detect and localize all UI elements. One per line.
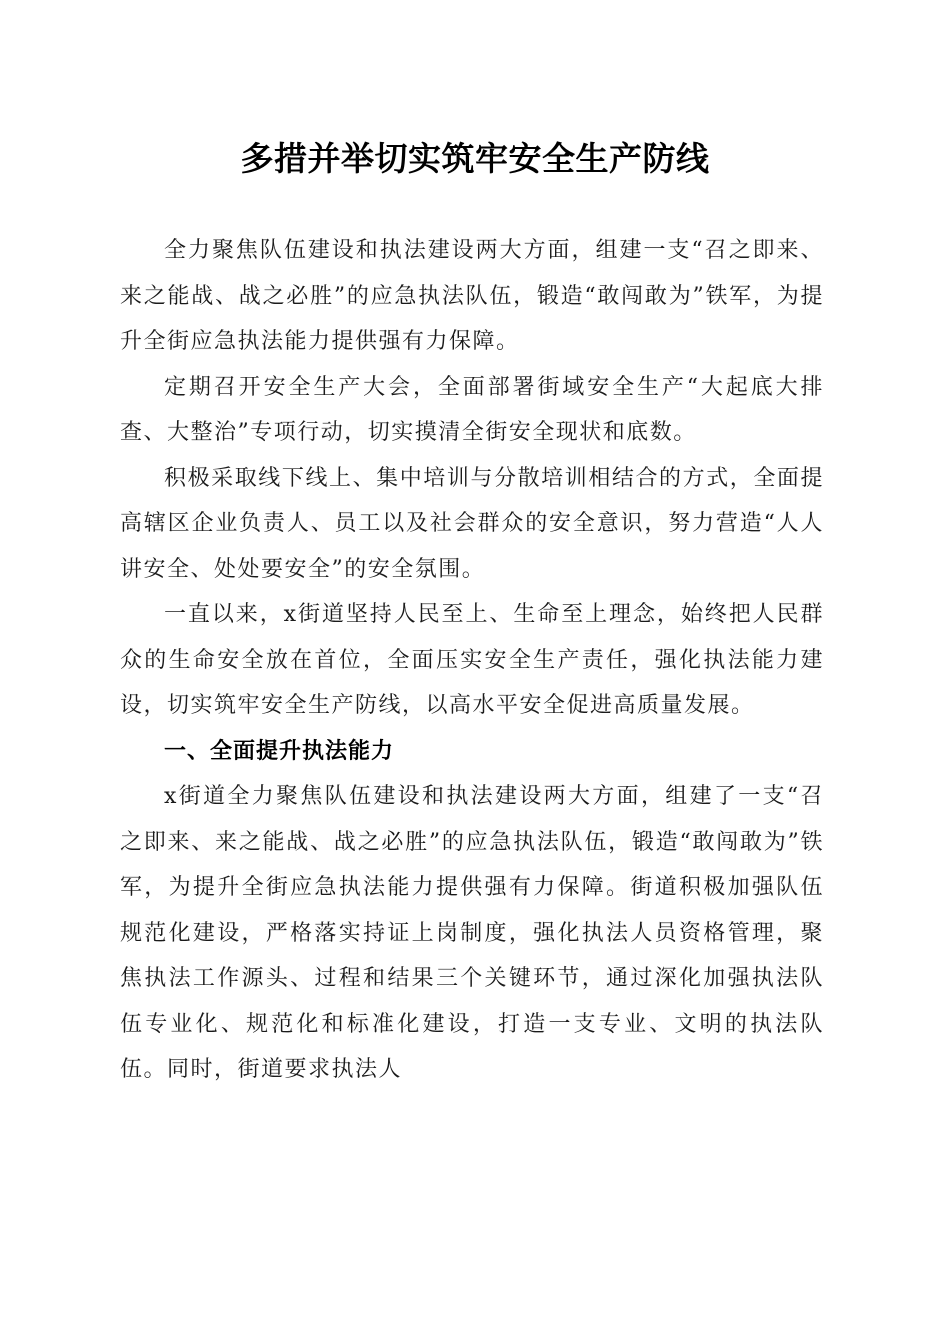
section-1-paragraph: x街道全力聚焦队伍建设和执法建设两大方面，组建了一支“召之即来、来之能战、战之必胜”的应急执法队伍，锻造“敢闯敢为”铁军，为提升全街应急执法能力提供强有力保障。街道积极加强队伍规范化建设，严格落实持证上岗制度，强化执法人员资格管理，聚焦执法工作源头、过程和结果三个关键环节，通过深化加强执法队伍专业化、规范化和标准化建设，打造一支专业、文明的执法队伍。同时，街道要求执法人 [120,784,824,1082]
paragraph-intro-1: 全力聚焦队伍建设和执法建设两大方面，组建一支“召之即来、来之能战、战之必胜”的应急执法队伍，锻造“敢闯敢为”铁军，为提升全街应急执法能力提供强有力保障。 [120,238,824,354]
document-title: 多措并举切实筑牢安全生产防线 [240,139,710,178]
paragraph-intro-3: 积极采取线下线上、集中培训与分散培训相结合的方式，全面提高辖区企业负责人、员工以及社会群众的安全意识，努力营造“人人讲安全、处处要安全”的安全氛围。 [120,465,824,582]
document-body [120,228,824,1093]
section-heading-1: 一、全面提升执法能力 [164,738,395,764]
paragraph-intro-2: 定期召开安全生产大会，全面部署街域安全生产“大起底大排查、大整治”专项行动，切实摸清全街安全现状和底数。 [120,374,824,445]
paragraph-intro-4: 一直以来，x街道坚持人民至上、生命至上理念，始终把人民群众的生命安全放在首位，全面压实安全生产责任，强化执法能力建设，切实筑牢安全生产防线，以高水平安全促进高质量发展。 [120,602,824,718]
